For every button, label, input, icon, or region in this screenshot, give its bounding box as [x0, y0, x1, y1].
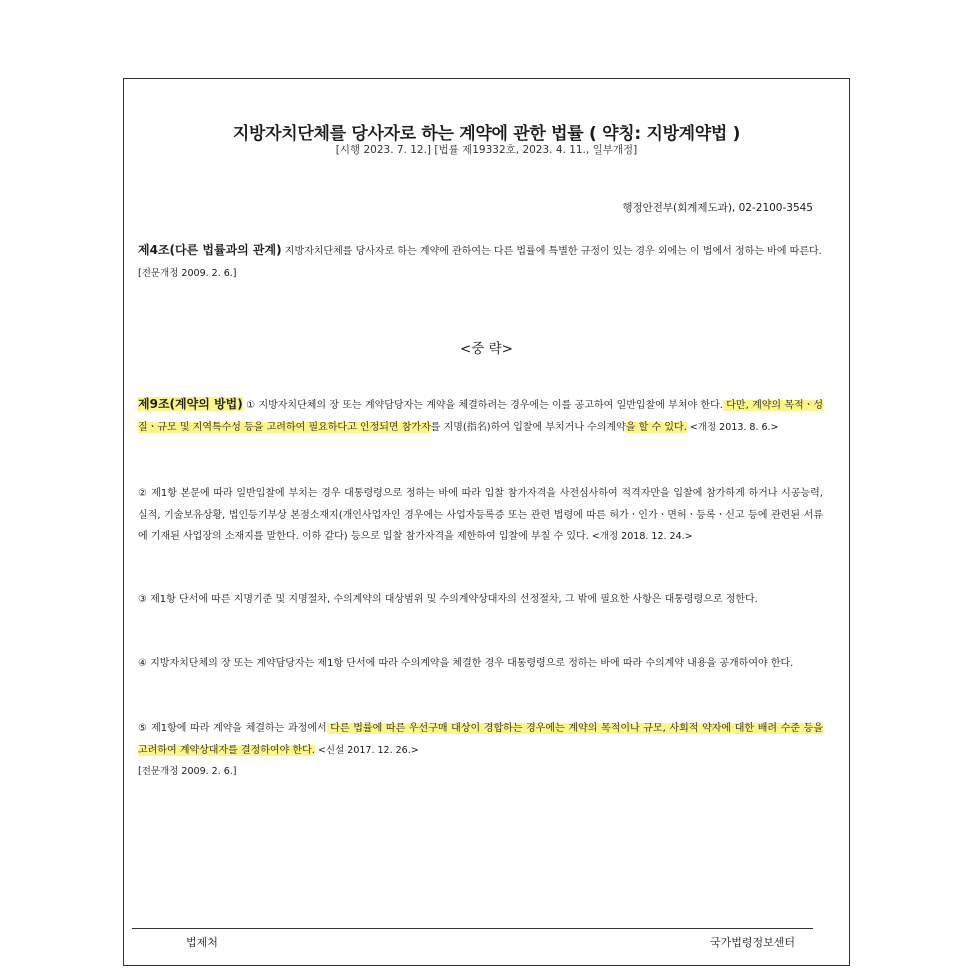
article-9-p5-text: ⑤ 제1항에 따라 계약을 체결하는 과정에서 — [138, 723, 327, 734]
article-9-p5-note: <신설 2017. 12. 26.> — [314, 744, 419, 756]
article-9-title: 제9조(계약의 방법) — [138, 397, 243, 411]
article-4 — [138, 240, 823, 284]
article-9-paragraph-4 — [138, 653, 823, 675]
article-9-p1-highlight-1: 다만, 계약의 목적ㆍ성질ㆍ규모 및 지역특수성 등을 고려하여 필요하다고 인정되면 참가자 — [138, 400, 823, 433]
article-9-p1-note: <개정 2013. 8. 6.> — [686, 421, 779, 433]
article-9-p1-text-b: 를 지명(指名)하여 입찰에 부치거나 수의계약 — [430, 421, 626, 433]
article-9-paragraph-1 — [138, 394, 823, 438]
omission-marker: <중 략> — [460, 341, 513, 357]
article-9-paragraph-3 — [138, 589, 823, 611]
article-9-p2-note: <개정 2018. 12. 24.> — [588, 531, 693, 542]
article-9-p3-text: ③ 제1항 단서에 따른 지명기준 및 지명절차, 수의계약의 대상범위 및 수의계약상대자의 선정절차, 그 밖에 필요한 사항은 대통령령으로 정한다. — [138, 594, 758, 605]
footer-publisher: 법제처 — [186, 936, 218, 949]
article-9-paragraph-2 — [138, 483, 823, 548]
article-9-p1-highlight-2: 을 할 수 있다. — [625, 421, 687, 433]
article-4-title: 제4조(다른 법률과의 관계) — [138, 243, 282, 257]
enforcement-info: [시행 2023. 7. 12.] [법률 제19332호, 2023. 4. 11., 일부개정] — [335, 144, 638, 156]
document-page — [123, 78, 850, 966]
article-9-revision: [전문개정 2009. 2. 6.] — [138, 766, 237, 777]
article-9-p4-text: ④ 지방자치단체의 장 또는 계약담당자는 제1항 단서에 따라 수의계약을 체결한 경우 대통령령으로 정하는 바에 따라 수의계약 내용을 공개하여야 한다. — [138, 658, 794, 669]
article-9-p2-text: ② 제1항 본문에 따라 일반입찰에 부치는 경우 대통령령으로 정하는 바에 따라 입찰 참가자격을 사전심사하여 적격자만을 입찰에 참가하게 하거나 시공능력, 실적, 기술보유상황, 법인등기부상 본점소재지(개인사업자인 경우에는 사업자등록증 또는 관련 법령에 따른 허가ㆍ인가ㆍ면허ㆍ등록ㆍ신고 등에 관련된 서류에 기재된 사업장의 소재지를 말한다. 이하 같다) 등으로 입찰 참가자격을 제한하여 입찰에 부칠 수 있다. — [138, 488, 823, 542]
footer-source: 국가법령정보센터 — [709, 936, 795, 949]
document-title: 지방자치단체를 당사자로 하는 계약에 관한 법률 ( 약칭: 지방계약법 ) — [232, 124, 741, 144]
footer-divider — [132, 928, 813, 929]
article-4-revision: [전문개정 2009. 2. 6.] — [138, 267, 237, 279]
article-4-body: 지방자치단체를 당사자로 하는 계약에 관하여는 다른 법률에 특별한 규정이 있는 경우 외에는 이 법에서 정하는 바에 따른다. — [281, 246, 822, 257]
article-9-p1-text-a: ① 지방자치단체의 장 또는 계약담당자는 계약을 체결하려는 경우에는 이를 공고하여 일반입찰에 부쳐야 한다. — [242, 400, 723, 411]
article-9-p5-highlight: 다른 법률에 따른 우선구매 대상이 경합하는 경우에는 계약의 목적이나 규모, 사회적 약자에 대한 배려 수준 등을 고려하여 계약상대자를 결정하여야 한다. — [138, 723, 823, 756]
article-9-paragraph-5 — [138, 718, 823, 783]
ministry-contact: 행정안전부(회계제도과), 02-2100-3545 — [622, 202, 813, 214]
